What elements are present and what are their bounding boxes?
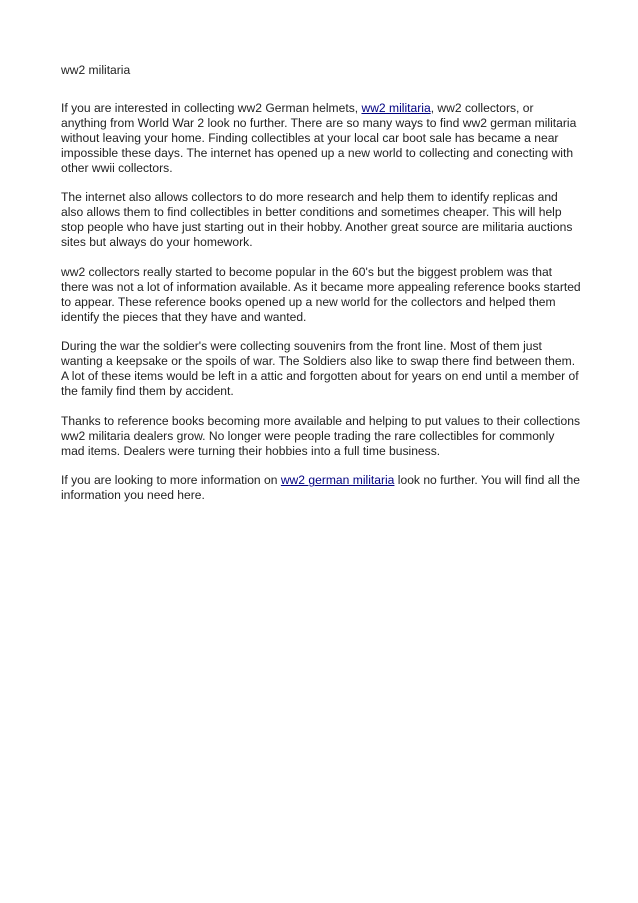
paragraph-closing [61, 473, 581, 503]
paragraph-intro-text-after: , ww2 collectors, or anything from World War 2 look no further. There are so many ways to find ww2 german militaria without leaving your home. Finding collectibles at your local car boot sale has became a near impossible these days. The internet has opened up a new world to collecting and conecting with other wwii collectors. [61, 100, 577, 175]
paragraph-dealers: Thanks to reference books becoming more available and helping to put values to their collections ww2 militaria dealers grow. No longer were people trading the rare collectibles for commonly mad items. Dealers were turning their hobbies into a full time business. [61, 413, 580, 458]
paragraph-research: The internet also allows collectors to do more research and help them to identify replicas and also allows them to find collectibles in better conditions and sometimes cheaper. This will help stop people who have just starting out in their hobby. Another great source are militaria auctions sites but always do your homework. [61, 190, 573, 250]
ww2-german-militaria-link[interactable]: ww2 german militaria [280, 473, 395, 488]
paragraph-intro [61, 101, 581, 176]
paragraph-closing-text-before: If you are looking to more information on [61, 473, 281, 488]
paragraph-war-souvenirs: During the war the soldier's were collecting souvenirs from the front line. Most of them just wanting a keepsake or the spoils of war. The Soldiers also like to swap there find between them. A lot of these items would be left in a attic and forgotten about for years on end until a member of the family find them by accident. [61, 339, 579, 399]
paragraph-intro-text-before: If you are interested in collecting ww2 German helmets, [61, 100, 362, 115]
document-title: ww2 militaria [61, 63, 131, 77]
paragraph-closing-text-after: look no further. You will find all the information you need here. [61, 473, 580, 503]
paragraph-history: ww2 collectors really started to become popular in the 60's but the biggest problem was that there was not a lot of information available. As it became more appealing reference books started to appear. These reference books opened up a new world for the collectors and helped them identify the pieces that they have and wanted. [61, 264, 581, 324]
document-page [61, 63, 581, 518]
ww2-militaria-link[interactable]: ww2 militaria [361, 100, 431, 115]
